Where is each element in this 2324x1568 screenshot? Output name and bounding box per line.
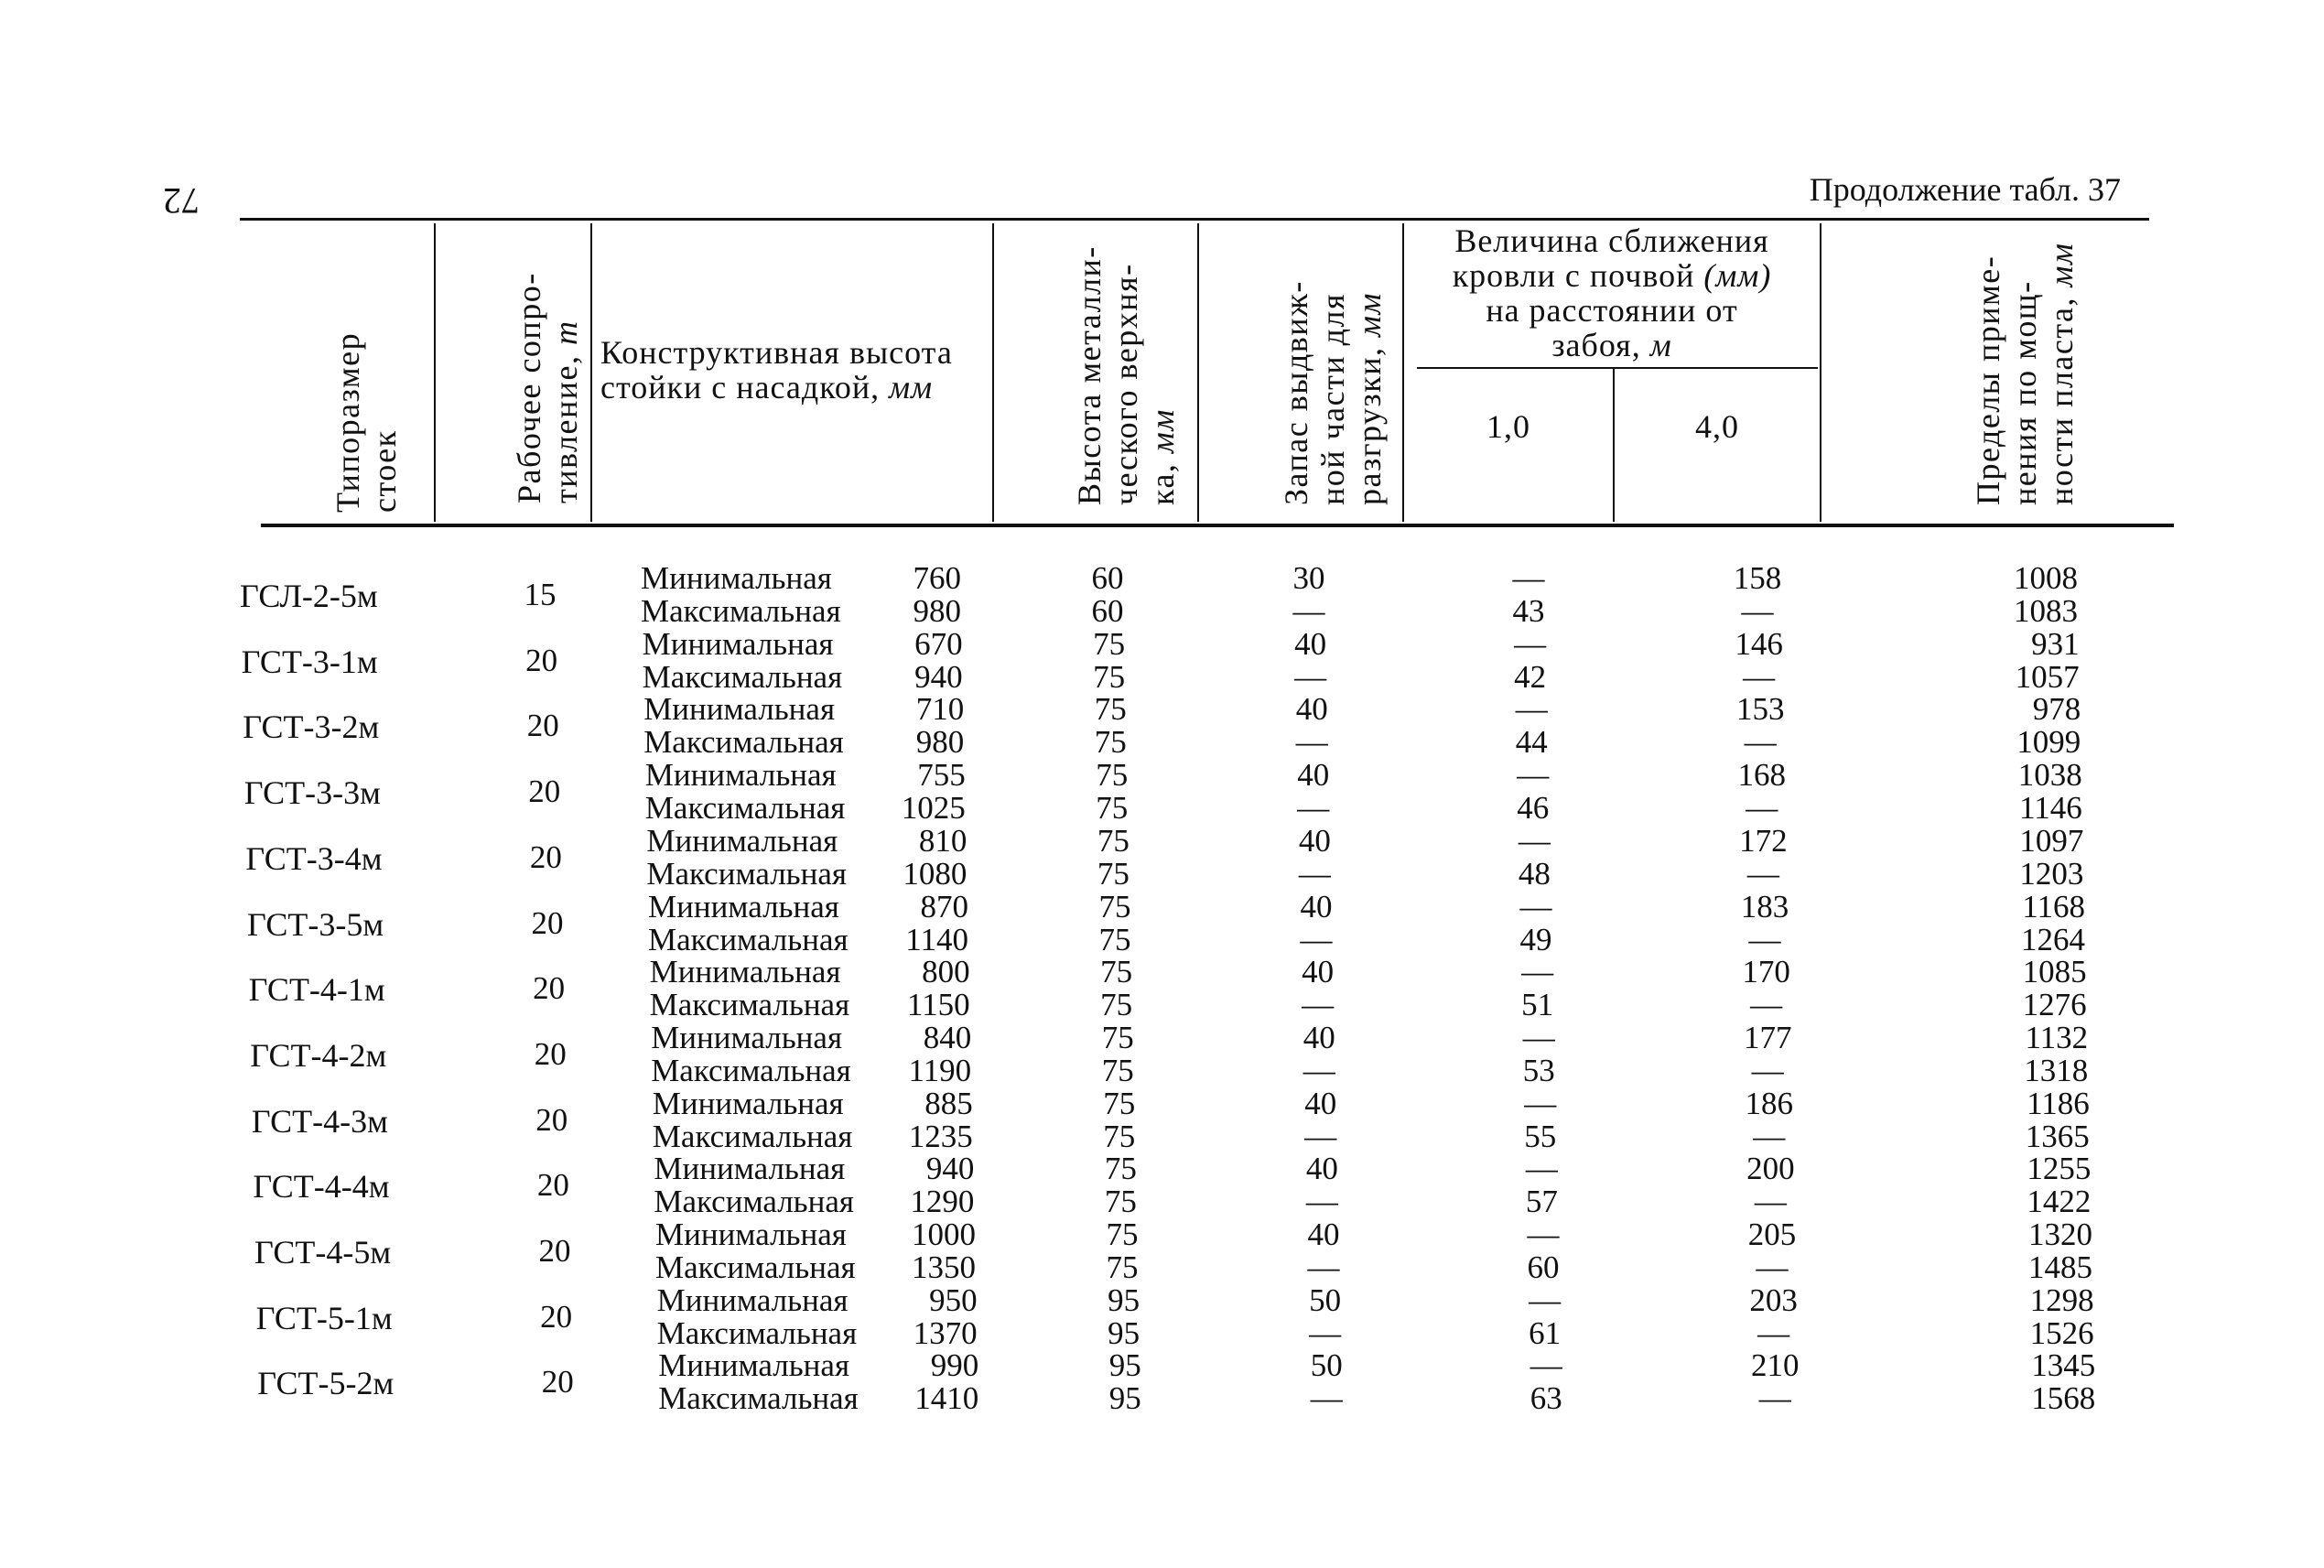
cell-max-h: 1410 <box>914 1380 979 1417</box>
cell-c4a: 172 <box>1739 822 1788 859</box>
cell-res2: — <box>1310 1380 1343 1417</box>
cell-type: ГСТ-4-4м <box>253 1168 390 1206</box>
cell-c1a: — <box>1518 822 1551 859</box>
cell-c4b: — <box>1756 1249 1789 1285</box>
cell-cap1: 75 <box>1098 888 1131 925</box>
cell-min-h: 670 <box>914 625 963 662</box>
cell-type: ГСЛ-2-5м <box>240 578 378 614</box>
cell-cap1: 60 <box>1091 560 1124 596</box>
header-height: Конструктивная высота стойки с насадкой, мм <box>600 334 953 406</box>
cell-max-label: Максимальная <box>656 1314 858 1351</box>
cell-c4b: — <box>1754 1184 1787 1220</box>
cell-min-label: Минимальная <box>655 1217 847 1252</box>
cell-lim1: 1038 <box>2017 757 2082 794</box>
cell-min-h: 710 <box>915 691 965 728</box>
cell-min-label: Минимальная <box>652 1085 844 1121</box>
cell-c4b: — <box>1746 790 1778 827</box>
cell-res: 20 <box>541 1364 574 1400</box>
page-number: 72 <box>163 180 200 222</box>
cell-c4b: — <box>1758 1380 1791 1417</box>
cell-lim2: 1422 <box>2027 1184 2092 1220</box>
cell-res2: — <box>1300 921 1333 957</box>
cell-res2: — <box>1298 855 1331 892</box>
cell-min-label: Минимальная <box>644 757 837 794</box>
cell-res1: 30 <box>1292 560 1325 596</box>
cell-cap1: 75 <box>1101 1019 1134 1055</box>
cell-max-h: 1140 <box>905 921 968 957</box>
cell-cap1: 75 <box>1097 822 1130 859</box>
cell-max-h: 1370 <box>913 1314 978 1351</box>
cell-type: ГСТ-3-1м <box>241 643 378 680</box>
cell-c4a: 203 <box>1749 1281 1798 1318</box>
cell-max-label: Максимальная <box>655 1249 856 1285</box>
cell-type: ГСТ-4-2м <box>250 1036 387 1074</box>
cell-c1b: 46 <box>1517 790 1550 827</box>
cell-c4a: 146 <box>1735 625 1783 662</box>
cell-c4a: 153 <box>1735 691 1785 728</box>
cell-res1: 40 <box>1297 757 1330 794</box>
cell-res1: 40 <box>1294 625 1327 662</box>
cell-cap1: 95 <box>1108 1347 1141 1384</box>
col-sep-7 <box>1820 223 1821 522</box>
header-limits: Пределы приме- нения по мощ- ности пласта, мм <box>1970 242 2080 505</box>
convergence-sub-rule <box>1417 367 1818 369</box>
cell-c1b: 42 <box>1514 658 1547 695</box>
cell-max-label: Максимальная <box>641 593 841 629</box>
cell-c4b: — <box>1743 658 1776 695</box>
cell-lim2: 1083 <box>2014 593 2078 629</box>
cell-min-h: 1000 <box>912 1217 976 1252</box>
cell-cap1: 95 <box>1108 1281 1140 1318</box>
cell-c4b: — <box>1757 1314 1790 1351</box>
cell-max-label: Максимальная <box>646 855 847 892</box>
cell-min-h: 990 <box>930 1347 979 1384</box>
cell-type: ГСТ-4-1м <box>248 971 385 1009</box>
cell-res2: — <box>1297 790 1330 827</box>
cell-min-h: 940 <box>925 1151 975 1187</box>
cell-c4a: 186 <box>1745 1085 1794 1121</box>
cell-c4a: 210 <box>1750 1347 1800 1384</box>
cell-res2: — <box>1309 1314 1342 1351</box>
cell-min-label: Минимальная <box>651 1019 843 1055</box>
cell-cap1: 75 <box>1104 1151 1137 1187</box>
col-sep-6 <box>1613 369 1615 522</box>
cell-res: 20 <box>529 838 562 875</box>
top-rule <box>240 218 2149 221</box>
header-cap: Высота металли- ческого верхня- ка, мм <box>1071 245 1181 505</box>
cell-max-h: 980 <box>915 724 965 761</box>
cell-lim1: 1186 <box>2027 1085 2090 1121</box>
cell-min-label: Минимальная <box>656 1281 849 1318</box>
cell-c4a: 200 <box>1746 1151 1795 1187</box>
cell-c4a: 205 <box>1747 1217 1797 1252</box>
cell-cap2: 75 <box>1097 855 1130 892</box>
cell-lim1: 1255 <box>2027 1151 2092 1187</box>
cell-type: ГСТ-5-2м <box>257 1365 395 1402</box>
cell-max-h: 980 <box>913 593 961 629</box>
cell-max-label: Максимальная <box>649 987 850 1023</box>
cell-type: ГСТ-4-3м <box>251 1102 388 1140</box>
cell-res2: — <box>1305 1184 1338 1220</box>
cell-res: 20 <box>538 1233 571 1269</box>
cell-cap1: 75 <box>1093 625 1126 662</box>
cell-lim1: 1085 <box>2022 954 2087 990</box>
cell-res2: — <box>1302 987 1335 1023</box>
cell-max-label: Максимальная <box>654 1184 854 1220</box>
cell-min-label: Минимальная <box>643 691 836 728</box>
cell-c4b: — <box>1748 921 1781 957</box>
cell-lim2: 1526 <box>2029 1314 2094 1351</box>
cell-c1a: — <box>1512 560 1545 596</box>
cell-cap2: 60 <box>1091 593 1124 629</box>
cell-cap2: 75 <box>1100 987 1133 1023</box>
cell-lim1: 1132 <box>2025 1019 2089 1055</box>
cell-lim1: 1345 <box>2031 1347 2096 1384</box>
cell-lim2: 1146 <box>2019 790 2082 827</box>
table-caption: Продолжение табл. 37 <box>1809 171 2121 208</box>
cell-lim2: 1099 <box>2016 724 2081 761</box>
cell-res1: 40 <box>1295 691 1328 728</box>
cell-min-label: Минимальная <box>641 560 832 596</box>
cell-cap2: 75 <box>1101 1052 1134 1088</box>
cell-res: 20 <box>531 904 564 941</box>
cell-cap2: 75 <box>1103 1118 1136 1154</box>
cell-lim1: 931 <box>2031 625 2080 662</box>
cell-max-label: Максимальная <box>642 658 843 695</box>
cell-lim1: 1320 <box>2028 1217 2092 1252</box>
cell-lim2: 1057 <box>2015 658 2080 695</box>
cell-res2: — <box>1295 724 1328 761</box>
cell-min-h: 840 <box>923 1019 972 1055</box>
cell-c1a: — <box>1530 1347 1562 1384</box>
cell-cap2: 95 <box>1108 1314 1140 1351</box>
header-convergence: Величина сближения кровли с почвой (мм) на расстоянии от забоя, м <box>1452 222 1772 363</box>
cell-res: 20 <box>533 970 566 1007</box>
cell-c4b: — <box>1741 593 1774 629</box>
cell-c1a: — <box>1514 625 1547 662</box>
cell-lim1: 978 <box>2032 691 2081 728</box>
cell-res1: 50 <box>1310 1347 1343 1384</box>
cell-c1b: 49 <box>1519 921 1552 957</box>
cell-res: 20 <box>536 1167 569 1204</box>
cell-cap2: 75 <box>1106 1249 1139 1285</box>
cell-cap1: 75 <box>1103 1085 1136 1121</box>
header-reserve: Запас выдвиж- ной части для разгрузки, мм <box>1278 280 1388 505</box>
cell-type: ГСТ-3-2м <box>243 708 380 746</box>
cell-lim2: 1568 <box>2031 1380 2096 1417</box>
cell-type: ГСТ-3-3м <box>243 774 381 812</box>
cell-lim1: 1008 <box>2014 560 2078 596</box>
cell-cap2: 75 <box>1104 1184 1137 1220</box>
cell-res2: — <box>1307 1249 1340 1285</box>
cell-c4b: — <box>1751 1052 1784 1088</box>
cell-c1b: 44 <box>1515 724 1548 761</box>
cell-c4a: 158 <box>1733 560 1782 596</box>
cell-min-h: 950 <box>929 1281 978 1318</box>
cell-c1b: 60 <box>1527 1249 1560 1285</box>
cell-max-h: 1190 <box>908 1052 972 1088</box>
cell-res1: 40 <box>1300 888 1333 925</box>
cell-min-label: Минимальная <box>648 888 839 925</box>
cell-min-h: 885 <box>924 1085 973 1121</box>
header-distance-4: 4,0 <box>1695 408 1739 445</box>
cell-res2: — <box>1304 1118 1337 1154</box>
cell-lim2: 1264 <box>2021 921 2085 957</box>
cell-min-label: Минимальная <box>646 822 838 859</box>
cell-lim1: 1168 <box>2022 888 2085 925</box>
cell-c1b: 63 <box>1530 1380 1562 1417</box>
cell-min-h: 755 <box>917 757 966 794</box>
cell-type: ГСТ-3-4м <box>245 839 383 877</box>
cell-lim2: 1485 <box>2028 1249 2092 1285</box>
cell-type: ГСТ-4-5м <box>254 1234 392 1271</box>
cell-c1b: 43 <box>1512 593 1545 629</box>
cell-lim2: 1318 <box>2024 1052 2089 1088</box>
cell-min-h: 870 <box>920 888 968 925</box>
cell-c1a: — <box>1515 691 1548 728</box>
cell-res: 20 <box>534 1035 567 1072</box>
cell-res1: 40 <box>1305 1151 1338 1187</box>
cell-max-label: Максимальная <box>644 790 846 827</box>
cell-res1: 40 <box>1298 822 1331 859</box>
header-type: Типоразмер стоек <box>330 331 403 513</box>
cell-res1: 40 <box>1307 1217 1340 1252</box>
cell-lim1: 1097 <box>2019 822 2084 859</box>
cell-c1a: — <box>1527 1217 1560 1252</box>
cell-res: 20 <box>535 1101 568 1138</box>
cell-c1a: — <box>1525 1151 1558 1187</box>
cell-lim2: 1203 <box>2019 855 2084 892</box>
cell-cap2: 95 <box>1108 1380 1141 1417</box>
cell-c1a: — <box>1517 757 1550 794</box>
cell-c4a: 170 <box>1742 954 1790 990</box>
cell-c4b: — <box>1744 724 1777 761</box>
cell-max-h: 1350 <box>912 1249 976 1285</box>
cell-c4a: 177 <box>1743 1019 1792 1055</box>
cell-min-label: Минимальная <box>654 1151 846 1187</box>
cell-c1b: 61 <box>1529 1314 1562 1351</box>
cell-res1: 50 <box>1309 1281 1342 1318</box>
cell-res: 20 <box>525 642 558 678</box>
cell-res: 20 <box>540 1298 573 1335</box>
cell-max-label: Максимальная <box>648 921 849 957</box>
cell-c4a: 168 <box>1737 757 1787 794</box>
cell-cap2: 75 <box>1098 921 1131 957</box>
cell-lim1: 1298 <box>2029 1281 2094 1318</box>
cell-c4b: — <box>1746 855 1779 892</box>
cell-res: 20 <box>528 773 561 810</box>
cell-min-label: Минимальная <box>658 1347 850 1384</box>
col-sep-3 <box>992 223 994 522</box>
cell-max-label: Максимальная <box>651 1052 851 1088</box>
cell-max-label: Максимальная <box>652 1118 853 1154</box>
cell-res1: 40 <box>1303 1019 1335 1055</box>
cell-lim2: 1365 <box>2025 1118 2090 1154</box>
cell-cap2: 75 <box>1096 790 1129 827</box>
cell-c1b: 57 <box>1525 1184 1558 1220</box>
cell-cap1: 75 <box>1094 691 1127 728</box>
cell-c4a: 183 <box>1740 888 1789 925</box>
cell-max-label: Максимальная <box>643 724 844 761</box>
header-resistance: Рабочее сопро- тивление, т <box>511 272 584 503</box>
cell-min-h: 810 <box>918 822 967 859</box>
cell-c1b: 55 <box>1524 1118 1557 1154</box>
cell-c1b: 48 <box>1518 855 1551 892</box>
cell-res1: 40 <box>1304 1085 1337 1121</box>
cell-c1a: — <box>1529 1281 1562 1318</box>
cell-c1a: — <box>1522 1019 1555 1055</box>
cell-min-h: 800 <box>922 954 970 990</box>
cell-cap1: 75 <box>1106 1217 1139 1252</box>
cell-res2: — <box>1294 658 1327 695</box>
header-bottom-rule <box>261 524 2174 527</box>
cell-res2: — <box>1303 1052 1335 1088</box>
cell-max-h: 1025 <box>901 790 966 827</box>
cell-max-h: 1290 <box>910 1184 975 1220</box>
cell-type: ГСТ-5-1м <box>255 1299 393 1336</box>
cell-res: 20 <box>526 708 559 744</box>
cell-type: ГСТ-3-5м <box>247 905 384 943</box>
cell-cap2: 75 <box>1094 724 1127 761</box>
cell-max-h: 1235 <box>908 1118 973 1154</box>
cell-c4b: — <box>1750 987 1783 1023</box>
cell-max-h: 1150 <box>906 987 970 1023</box>
cell-res: 15 <box>524 577 557 612</box>
cell-c1a: — <box>1519 888 1552 925</box>
cell-min-label: Минимальная <box>649 954 841 990</box>
cell-max-label: Максимальная <box>658 1380 859 1417</box>
cell-lim2: 1276 <box>2022 987 2087 1023</box>
cell-min-h: 760 <box>913 560 961 596</box>
cell-c1b: 51 <box>1521 987 1554 1023</box>
cell-res1: 40 <box>1302 954 1335 990</box>
cell-c1a: — <box>1521 954 1554 990</box>
header-distance-1: 1,0 <box>1486 408 1530 445</box>
cell-res2: — <box>1292 593 1325 629</box>
cell-cap1: 75 <box>1100 954 1133 990</box>
cell-c1a: — <box>1524 1085 1557 1121</box>
cell-cap2: 75 <box>1093 658 1126 695</box>
cell-cap1: 75 <box>1096 757 1129 794</box>
cell-c4b: — <box>1753 1118 1786 1154</box>
cell-max-h: 1080 <box>903 855 967 892</box>
cell-c1b: 53 <box>1522 1052 1555 1088</box>
cell-max-h: 940 <box>914 658 963 695</box>
cell-min-label: Минимальная <box>642 625 834 662</box>
